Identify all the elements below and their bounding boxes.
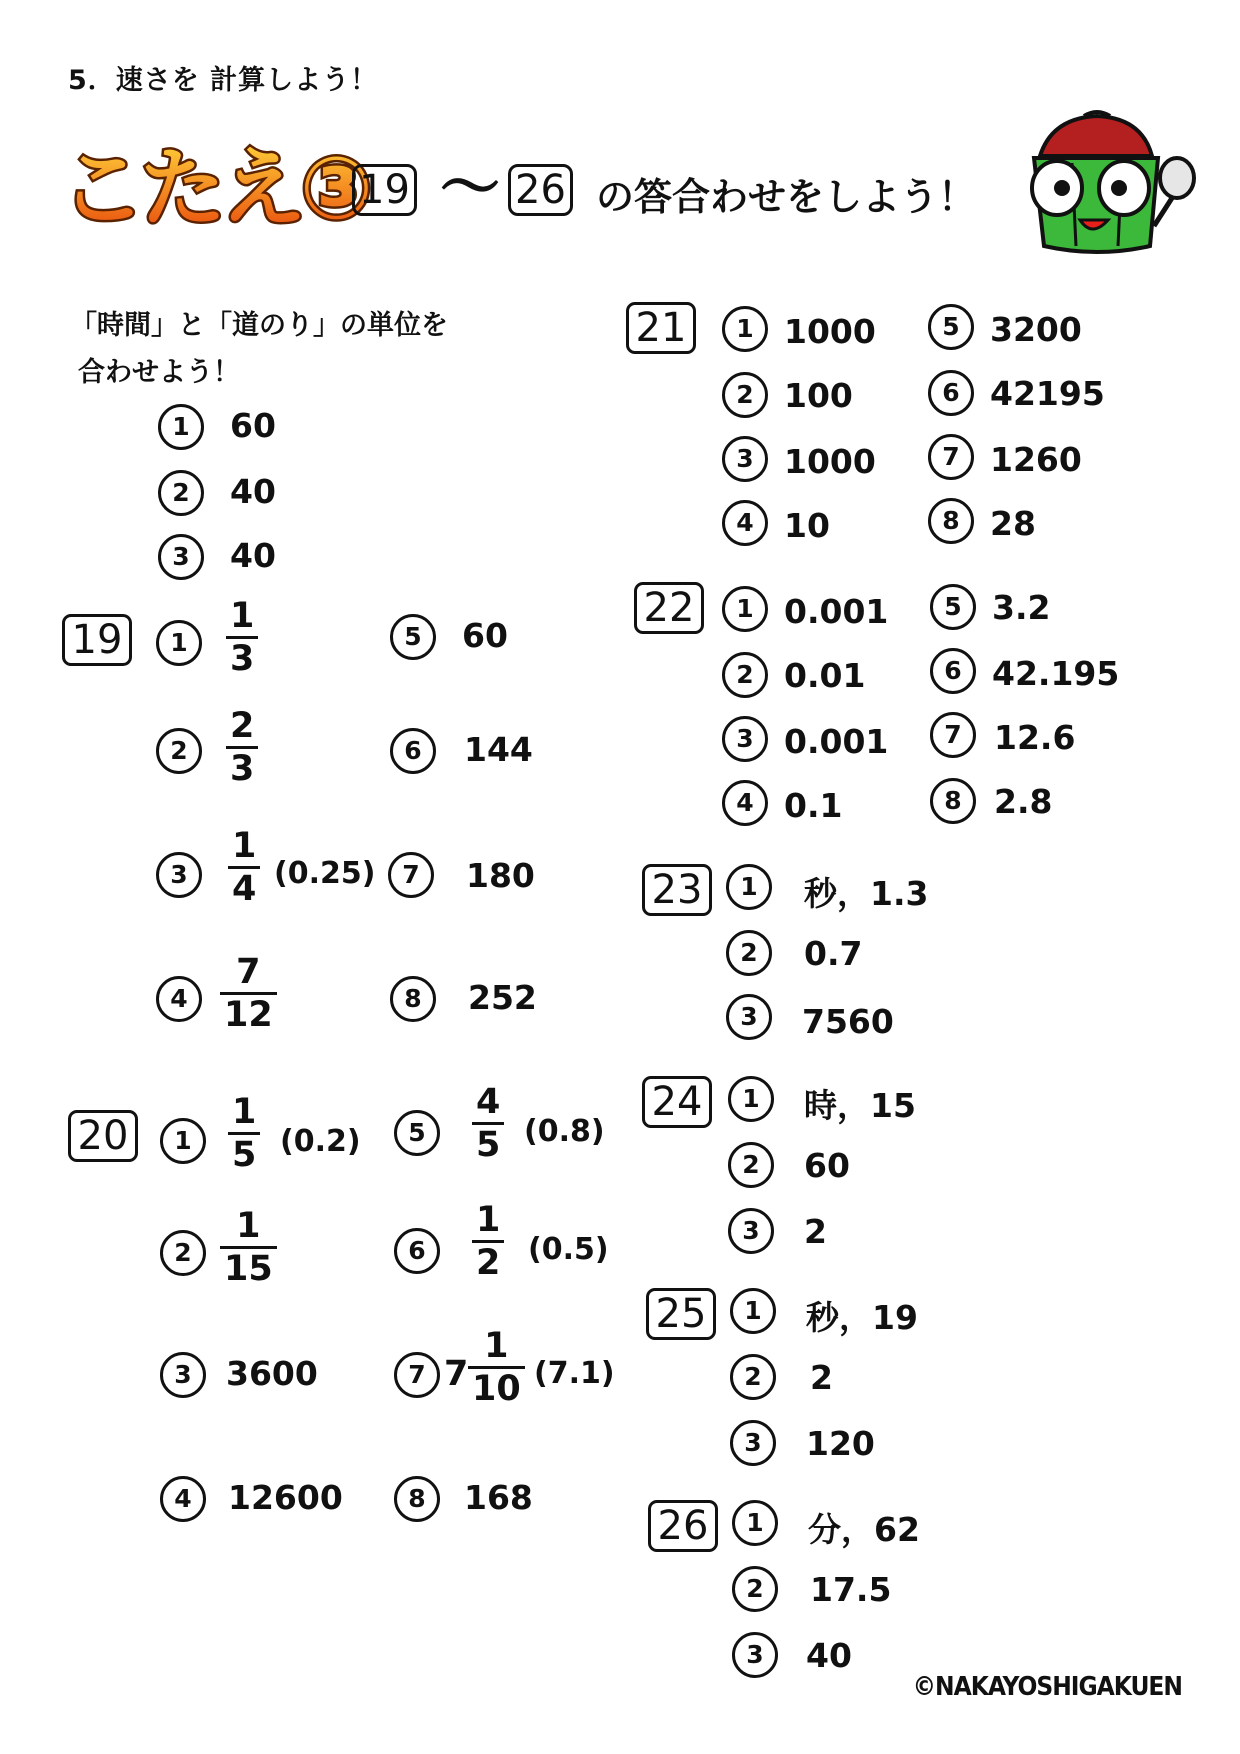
- question-20-label: 20: [68, 1110, 138, 1162]
- answer-number: 2: [730, 1354, 776, 1400]
- answer-value: 40: [230, 536, 276, 575]
- numerator: 1: [484, 1326, 509, 1366]
- numerator: 1: [236, 1206, 261, 1246]
- denominator: 4: [228, 866, 260, 909]
- answer-value: 7560: [802, 1002, 894, 1041]
- answer-number: 1: [730, 1288, 776, 1334]
- answer-number: 3: [158, 534, 204, 580]
- question-26-label: 26: [648, 1500, 718, 1552]
- decimal-note: (0.5): [528, 1232, 609, 1267]
- fraction: [472, 1200, 504, 1283]
- answer-value: 秒，1.3: [804, 874, 929, 913]
- answer-value: 17.5: [810, 1570, 892, 1609]
- answer-number: 1: [158, 404, 204, 450]
- denominator: 2: [472, 1240, 504, 1283]
- fraction: [228, 826, 260, 909]
- fraction: [226, 596, 258, 679]
- answer-value: 2: [804, 1212, 827, 1251]
- answer-value: 120: [806, 1424, 875, 1463]
- denominator: 5: [472, 1122, 504, 1165]
- answer-number: 8: [928, 498, 974, 544]
- answer-value: 168: [464, 1478, 533, 1517]
- numerator: 1: [230, 596, 255, 636]
- fraction: [228, 1092, 260, 1175]
- answer-number: 2: [156, 728, 202, 774]
- kotae-logo: [58, 118, 367, 248]
- answer-value: 1260: [990, 440, 1082, 479]
- header-range-start: 19: [352, 164, 417, 216]
- answer-number: 5: [928, 304, 974, 350]
- answer-number: 2: [722, 372, 768, 418]
- decimal-note: (0.2): [280, 1124, 361, 1159]
- header-tilde: 〜: [440, 153, 500, 223]
- answer-number: 3: [722, 436, 768, 482]
- answer-number: 7: [930, 712, 976, 758]
- answer-number: 2: [728, 1142, 774, 1188]
- page-subtitle: 5．速さを 計算しよう！: [68, 65, 379, 96]
- question-19-label: 19: [62, 614, 132, 666]
- numerator: 1: [476, 1200, 501, 1240]
- answer-number: 3: [726, 994, 772, 1040]
- question-21-label: 21: [626, 302, 696, 354]
- answer-number: 3: [730, 1420, 776, 1466]
- answer-value: 42195: [990, 374, 1105, 413]
- answer-value: 42.195: [992, 654, 1120, 693]
- answer-number: 3: [732, 1632, 778, 1678]
- answer-number: 7: [928, 434, 974, 480]
- answer-value: 12.6: [994, 718, 1076, 757]
- denominator: 15: [220, 1246, 277, 1289]
- answer-number: 3: [156, 852, 202, 898]
- answer-value: 28: [990, 504, 1036, 543]
- answer-number: 6: [390, 728, 436, 774]
- answer-value: 3.2: [992, 588, 1051, 627]
- answer-number: 5: [394, 1110, 440, 1156]
- answer-number: 2: [722, 652, 768, 698]
- answer-number: 4: [160, 1476, 206, 1522]
- question-25-label: 25: [646, 1288, 716, 1340]
- answer-value: 60: [804, 1146, 850, 1185]
- answer-value: 分，62: [808, 1510, 920, 1549]
- answer-number: 1: [160, 1118, 206, 1164]
- numerator: 2: [230, 706, 255, 746]
- answer-value: 時，15: [804, 1086, 916, 1125]
- fraction: [226, 706, 258, 789]
- answer-number: 6: [930, 648, 976, 694]
- answer-value: 40: [806, 1636, 852, 1675]
- answer-number: 8: [390, 976, 436, 1022]
- answer-number: 1: [722, 586, 768, 632]
- answer-value: 180: [466, 856, 535, 895]
- answer-value: 0.1: [784, 786, 843, 825]
- answer-number: 2: [726, 930, 772, 976]
- answer-number: 2: [732, 1566, 778, 1612]
- answer-value: 0.01: [784, 656, 866, 695]
- answer-value: 60: [462, 616, 508, 655]
- answer-value: 0.7: [804, 934, 863, 973]
- mixed-whole: 7: [444, 1354, 469, 1394]
- answer-value: 2.8: [994, 782, 1053, 821]
- answer-value: 1000: [784, 312, 876, 351]
- answer-number: 4: [722, 500, 768, 546]
- decimal-note: (0.8): [524, 1114, 605, 1149]
- fraction: [220, 1206, 277, 1289]
- answer-number: 1: [726, 864, 772, 910]
- answer-number: 8: [930, 778, 976, 824]
- instruction-line-1: 「時間」と「道のり」の単位を: [70, 310, 448, 341]
- answer-number: 5: [390, 614, 436, 660]
- numerator: 4: [476, 1082, 501, 1122]
- answer-value: 0.001: [784, 592, 889, 631]
- denominator: 12: [220, 992, 277, 1035]
- answer-value: 100: [784, 376, 853, 415]
- fraction: [220, 952, 277, 1035]
- answer-number: 1: [156, 620, 202, 666]
- copyright-text: ©NAKAYOSHIGAKUEN: [912, 1672, 1182, 1702]
- header-range-end: 26: [508, 164, 573, 216]
- answer-value: 12600: [228, 1478, 343, 1517]
- answer-number: 7: [394, 1352, 440, 1398]
- fraction: [468, 1326, 525, 1409]
- answer-value: 0.001: [784, 722, 889, 761]
- denominator: 10: [468, 1366, 525, 1409]
- numerator: 1: [232, 826, 257, 866]
- numerator: 1: [232, 1092, 257, 1132]
- answer-value: 40: [230, 472, 276, 511]
- answer-number: 4: [156, 976, 202, 1022]
- decimal-note: (0.25): [274, 856, 376, 891]
- numerator: 7: [236, 952, 261, 992]
- logo-text: こたえ③: [60, 139, 367, 239]
- answer-value: 252: [468, 978, 537, 1017]
- answer-number: 6: [928, 370, 974, 416]
- question-24-label: 24: [642, 1076, 712, 1128]
- answer-number: 7: [388, 852, 434, 898]
- answer-value: 秒，19: [806, 1298, 918, 1337]
- answer-value: 3200: [990, 310, 1082, 349]
- answer-number: 6: [394, 1228, 440, 1274]
- answer-value: 10: [784, 506, 830, 545]
- fraction: [472, 1082, 504, 1165]
- answer-number: 3: [728, 1208, 774, 1254]
- question-23-label: 23: [642, 864, 712, 916]
- question-22-label: 22: [634, 582, 704, 634]
- answer-number: 5: [930, 584, 976, 630]
- answer-number: 4: [722, 780, 768, 826]
- answer-number: 2: [158, 470, 204, 516]
- answer-number: 3: [160, 1352, 206, 1398]
- denominator: 5: [228, 1132, 260, 1175]
- answer-number: 1: [732, 1500, 778, 1546]
- header-title: の答合わせをしよう！: [596, 175, 977, 219]
- answer-value: 60: [230, 406, 276, 445]
- answer-number: 1: [722, 306, 768, 352]
- denominator: 3: [226, 746, 258, 789]
- decimal-note: (7.1): [534, 1356, 615, 1391]
- answer-value: 1000: [784, 442, 876, 481]
- answer-value: 2: [810, 1358, 833, 1397]
- mascot-illustration: [1012, 108, 1197, 258]
- answer-value: 144: [464, 730, 533, 769]
- instruction-line-2: 合わせよう！: [78, 357, 240, 388]
- answer-number: 3: [722, 716, 768, 762]
- answer-number: 1: [728, 1076, 774, 1122]
- answer-value: 3600: [226, 1354, 318, 1393]
- answer-number: 8: [394, 1476, 440, 1522]
- denominator: 3: [226, 636, 258, 679]
- answer-number: 2: [160, 1230, 206, 1276]
